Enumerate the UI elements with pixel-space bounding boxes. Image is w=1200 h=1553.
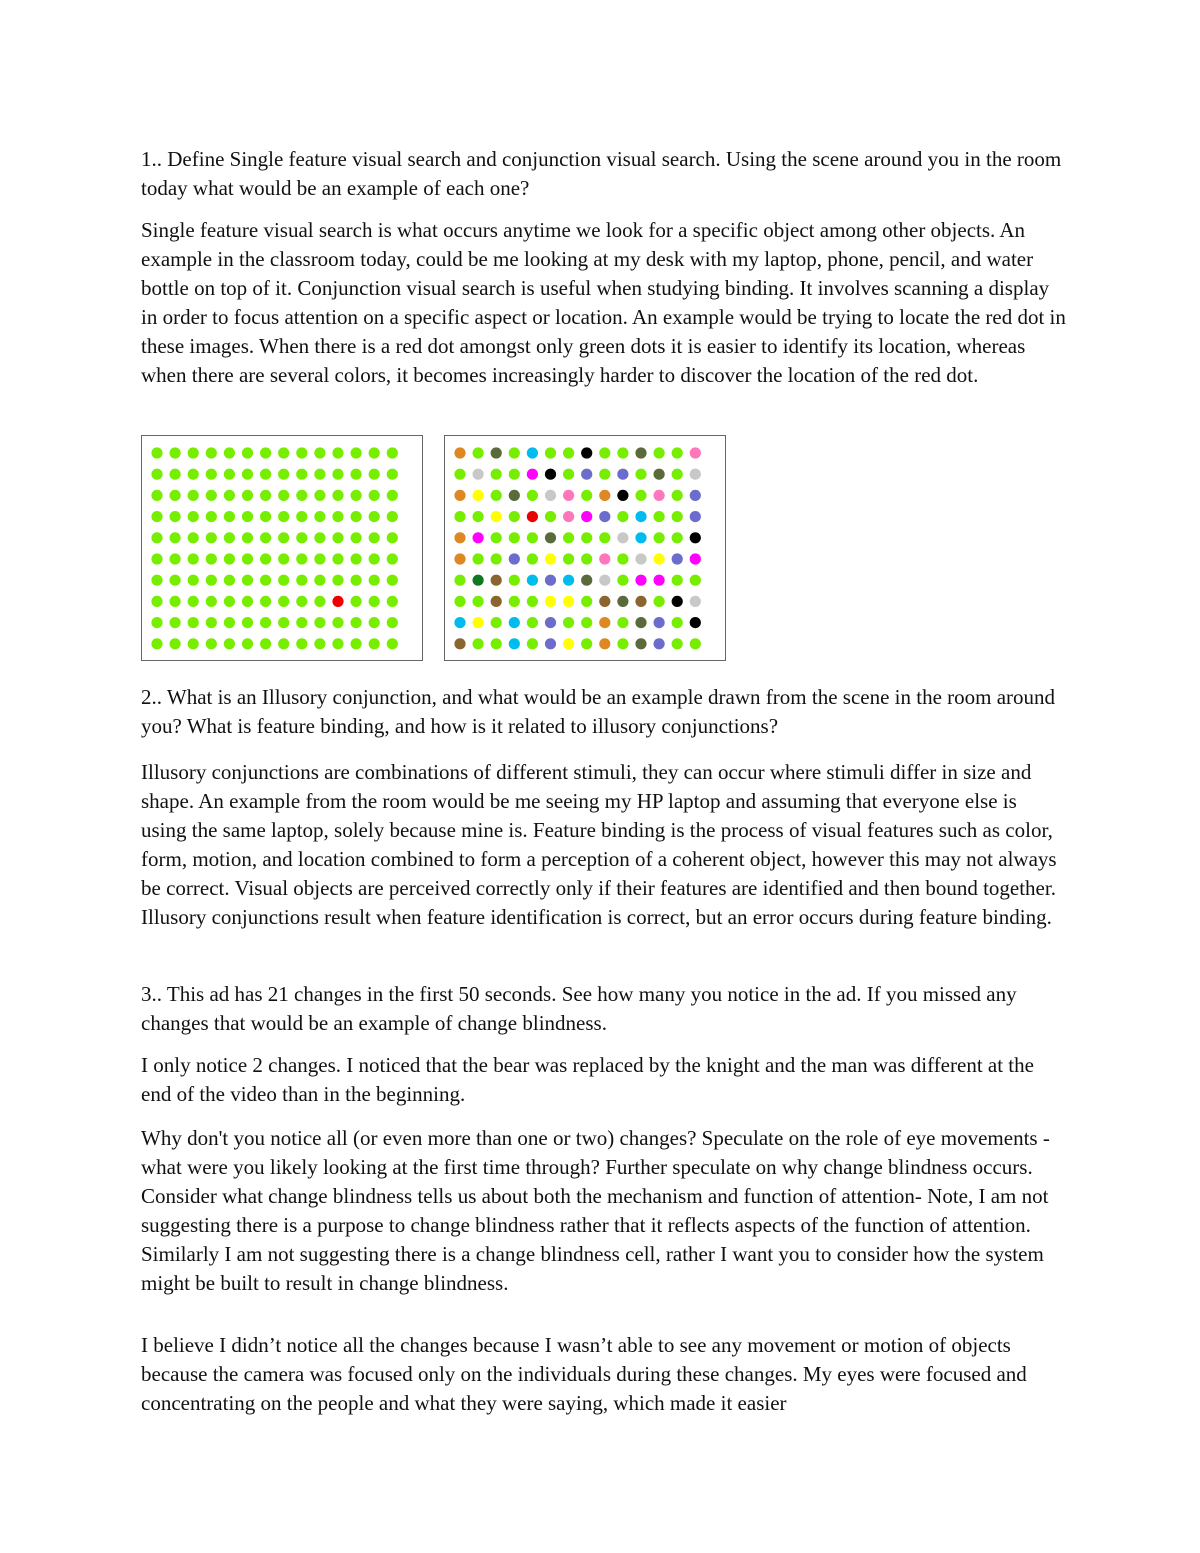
- dot: [332, 575, 343, 586]
- dot: [527, 490, 538, 501]
- dot: [151, 469, 162, 480]
- dot: [454, 553, 465, 564]
- dot: [473, 511, 484, 522]
- dot: [351, 553, 362, 564]
- dot: [206, 532, 217, 543]
- dot: [151, 532, 162, 543]
- dot: [170, 532, 181, 543]
- dot: [224, 553, 235, 564]
- dot: [260, 638, 271, 649]
- dot: [332, 617, 343, 628]
- dot: [491, 617, 502, 628]
- dot: [188, 553, 199, 564]
- dot: [351, 532, 362, 543]
- dot: [617, 553, 628, 564]
- dot: [224, 638, 235, 649]
- dot: [351, 469, 362, 480]
- dot: [278, 596, 289, 607]
- dot: [188, 596, 199, 607]
- dot: [563, 511, 574, 522]
- dot: [242, 532, 253, 543]
- dot: [509, 511, 520, 522]
- dot: [654, 617, 665, 628]
- dot: [509, 490, 520, 501]
- dot: [296, 596, 307, 607]
- dot: [332, 532, 343, 543]
- dot: [672, 469, 683, 480]
- dot: [599, 469, 610, 480]
- dot: [170, 469, 181, 480]
- dot: [351, 617, 362, 628]
- dot: [151, 638, 162, 649]
- dot: [509, 532, 520, 543]
- dot: [278, 553, 289, 564]
- dot: [527, 596, 538, 607]
- dot: [242, 447, 253, 458]
- dot: [260, 532, 271, 543]
- dot: [278, 490, 289, 501]
- dot: [545, 469, 556, 480]
- dot: [387, 575, 398, 586]
- dot: [491, 596, 502, 607]
- dot: [278, 447, 289, 458]
- dot: [314, 575, 325, 586]
- dot: [581, 447, 592, 458]
- dot: [654, 490, 665, 501]
- dot: [599, 490, 610, 501]
- dot: [581, 490, 592, 501]
- dot: [690, 447, 701, 458]
- dot: [672, 532, 683, 543]
- dot: [151, 617, 162, 628]
- dot: [242, 596, 253, 607]
- dot: [151, 553, 162, 564]
- dot: [654, 596, 665, 607]
- dot: [314, 490, 325, 501]
- dot: [527, 617, 538, 628]
- dot: [332, 511, 343, 522]
- dot: [617, 638, 628, 649]
- dot: [278, 469, 289, 480]
- dot: [581, 553, 592, 564]
- dot: [206, 490, 217, 501]
- question-1: 1.. Define Single feature visual search and conjunction visual search. Using the scene around you in the room today what would be an example of each one?: [141, 147, 1062, 200]
- dot: [278, 575, 289, 586]
- dot: [278, 511, 289, 522]
- dot: [509, 617, 520, 628]
- dot: [332, 447, 343, 458]
- dot: [690, 490, 701, 501]
- dot: [527, 447, 538, 458]
- dot: [617, 490, 628, 501]
- dot: [387, 490, 398, 501]
- dot: [527, 575, 538, 586]
- dot: [473, 596, 484, 607]
- dot: [314, 447, 325, 458]
- dot: [242, 575, 253, 586]
- dot: [151, 511, 162, 522]
- dot: [224, 469, 235, 480]
- dot: [617, 447, 628, 458]
- dot: [581, 575, 592, 586]
- dot: [224, 490, 235, 501]
- dot: [170, 596, 181, 607]
- dot: [454, 575, 465, 586]
- dot: [581, 617, 592, 628]
- dot: [242, 511, 253, 522]
- dot: [387, 638, 398, 649]
- dot: [332, 469, 343, 480]
- dot: [654, 469, 665, 480]
- dot: [242, 553, 253, 564]
- dot: [617, 469, 628, 480]
- dot: [242, 490, 253, 501]
- dot: [491, 575, 502, 586]
- dot: [690, 553, 701, 564]
- single-feature-search-figure: [141, 435, 423, 661]
- dot: [170, 447, 181, 458]
- dot: [296, 553, 307, 564]
- dot: [473, 638, 484, 649]
- dot: [563, 575, 574, 586]
- dot: [635, 490, 646, 501]
- dot: [635, 638, 646, 649]
- dot: [242, 469, 253, 480]
- dot: [617, 511, 628, 522]
- dot: [206, 447, 217, 458]
- dot: [654, 575, 665, 586]
- conjunction-search-figure: [444, 435, 726, 661]
- dot: [332, 638, 343, 649]
- dot: [527, 532, 538, 543]
- dot: [635, 511, 646, 522]
- question-3-followup: Why don't you notice all (or even more than one or two) changes? Speculate on the role of eye movements - what were you likely looking at the first time through? Further speculate on why change blindness occurs. Consider what change blindness tells us about both the mechanism and function of attention- Note, I am not suggesting there is a purpose to change blindness rather that it reflects aspects of the function of attention. Similarly I am not suggesting there is a change blindness cell, rather I want you to consider how the system might be built to result in change blindness.: [141, 1126, 1050, 1295]
- dot: [170, 511, 181, 522]
- dot: [242, 638, 253, 649]
- dot: [563, 532, 574, 543]
- dot: [206, 596, 217, 607]
- dot: [545, 447, 556, 458]
- dot: [260, 617, 271, 628]
- dot: [672, 596, 683, 607]
- dot: [296, 447, 307, 458]
- dot: [454, 447, 465, 458]
- dot: [635, 532, 646, 543]
- dot: [563, 596, 574, 607]
- dot: [581, 638, 592, 649]
- dot: [260, 490, 271, 501]
- dot: [454, 511, 465, 522]
- dot: [672, 490, 683, 501]
- dot: [473, 490, 484, 501]
- dot: [563, 617, 574, 628]
- dot: [654, 532, 665, 543]
- dot: [369, 617, 380, 628]
- dot: [599, 447, 610, 458]
- dot: [563, 638, 574, 649]
- dot: [314, 638, 325, 649]
- dot: [599, 575, 610, 586]
- dot: [599, 532, 610, 543]
- single-feature-dot-grid: [142, 436, 422, 660]
- dot: [260, 575, 271, 586]
- question-2: 2.. What is an Illusory conjunction, and what would be an example drawn from the scene in the room around you? What is feature binding, and how is it related to illusory conjunctions?: [141, 685, 1056, 738]
- dot: [545, 617, 556, 628]
- answer-2: Illusory conjunctions are combinations of different stimuli, they can occur where stimuli differ in size and shape. An example from the room would be me seeing my HP laptop and assuming that everyone else is using the same laptop, solely because mine is. Feature binding is the process of visual features such as color, form, motion, and location combined to form a perception of a coherent object, however this may not always be correct. Visual objects are perceived correctly only if their features are identified and then bound together. Illusory conjunctions result when feature identification is correct, but an error occurs during feature binding.: [141, 760, 1057, 929]
- dot: [509, 553, 520, 564]
- dot: [224, 617, 235, 628]
- dot: [260, 469, 271, 480]
- dot: [454, 638, 465, 649]
- dot: [188, 638, 199, 649]
- dot: [454, 490, 465, 501]
- dot: [296, 532, 307, 543]
- dot: [296, 638, 307, 649]
- dot: [387, 511, 398, 522]
- dot: [369, 553, 380, 564]
- dot: [224, 575, 235, 586]
- dot: [170, 617, 181, 628]
- dot: [296, 511, 307, 522]
- dot: [387, 469, 398, 480]
- dot: [690, 617, 701, 628]
- dot: [224, 596, 235, 607]
- dot: [509, 575, 520, 586]
- dot: [188, 575, 199, 586]
- dot: [617, 617, 628, 628]
- dot: [491, 469, 502, 480]
- dot: [170, 575, 181, 586]
- dot: [509, 469, 520, 480]
- dot: [545, 596, 556, 607]
- dot: [188, 469, 199, 480]
- dot: [654, 511, 665, 522]
- dot: [473, 469, 484, 480]
- dot: [672, 617, 683, 628]
- dot: [260, 596, 271, 607]
- dot: [260, 447, 271, 458]
- dot: [654, 553, 665, 564]
- dot: [491, 447, 502, 458]
- dot: [473, 447, 484, 458]
- dot: [581, 596, 592, 607]
- dot: [206, 553, 217, 564]
- dot: [454, 596, 465, 607]
- dot: [314, 469, 325, 480]
- dot: [563, 553, 574, 564]
- dot: [188, 617, 199, 628]
- dot: [491, 532, 502, 543]
- dot: [188, 490, 199, 501]
- dot: [599, 511, 610, 522]
- dot: [690, 638, 701, 649]
- dot: [491, 553, 502, 564]
- dot: [296, 490, 307, 501]
- dot: [545, 511, 556, 522]
- dot: [278, 532, 289, 543]
- dot: [170, 490, 181, 501]
- dot: [387, 596, 398, 607]
- dot: [617, 532, 628, 543]
- dot: [635, 575, 646, 586]
- dot: [563, 447, 574, 458]
- question-3: 3.. This ad has 21 changes in the first 50 seconds. See how many you notice in the ad. If you missed any changes that would be an example of change blindness.: [141, 982, 1017, 1035]
- dot: [473, 575, 484, 586]
- dot: [369, 511, 380, 522]
- dot: [545, 575, 556, 586]
- dot: [206, 469, 217, 480]
- dot: [224, 447, 235, 458]
- dot: [635, 596, 646, 607]
- dot: [332, 553, 343, 564]
- dot: [690, 575, 701, 586]
- dot: [151, 490, 162, 501]
- dot: [314, 511, 325, 522]
- dot: [635, 553, 646, 564]
- dot: [314, 617, 325, 628]
- dot: [563, 469, 574, 480]
- dot: [260, 511, 271, 522]
- dot: [473, 532, 484, 543]
- dot: [509, 638, 520, 649]
- dot: [314, 553, 325, 564]
- conjunction-dot-grid: [445, 436, 725, 660]
- dot: [351, 490, 362, 501]
- dot: [599, 553, 610, 564]
- dot: [654, 447, 665, 458]
- dot: [224, 532, 235, 543]
- dot: [369, 447, 380, 458]
- dot: [351, 511, 362, 522]
- dot: [387, 447, 398, 458]
- dot: [527, 553, 538, 564]
- dot: [351, 596, 362, 607]
- dot: [617, 575, 628, 586]
- dot: [690, 511, 701, 522]
- dot: [369, 575, 380, 586]
- dot: [491, 511, 502, 522]
- dot: [672, 511, 683, 522]
- dot: [690, 469, 701, 480]
- dot: [188, 511, 199, 522]
- dot: [635, 447, 646, 458]
- dot: [260, 553, 271, 564]
- dot: [473, 617, 484, 628]
- dot: [369, 490, 380, 501]
- dot: [369, 596, 380, 607]
- dot: [332, 596, 343, 607]
- dot: [351, 447, 362, 458]
- dot: [690, 532, 701, 543]
- dot: [491, 490, 502, 501]
- dot: [599, 617, 610, 628]
- dot: [387, 617, 398, 628]
- dot: [509, 447, 520, 458]
- dot: [369, 532, 380, 543]
- dot: [635, 469, 646, 480]
- dot: [581, 469, 592, 480]
- dot: [527, 469, 538, 480]
- dot: [206, 575, 217, 586]
- dot: [672, 553, 683, 564]
- dot: [563, 490, 574, 501]
- answer-3: I only notice 2 changes. I noticed that the bear was replaced by the knight and the man was different at the end of the video than in the beginning.: [141, 1053, 1034, 1106]
- dot: [454, 469, 465, 480]
- dot: [509, 596, 520, 607]
- dot: [454, 617, 465, 628]
- dot: [351, 575, 362, 586]
- dot: [351, 638, 362, 649]
- dot: [369, 638, 380, 649]
- dot: [332, 490, 343, 501]
- dot: [151, 596, 162, 607]
- dot: [278, 638, 289, 649]
- dot: [599, 638, 610, 649]
- dot: [206, 617, 217, 628]
- dot: [454, 532, 465, 543]
- dot: [545, 490, 556, 501]
- dot: [170, 638, 181, 649]
- dot: [599, 596, 610, 607]
- dot: [278, 617, 289, 628]
- dot: [473, 553, 484, 564]
- dot: [151, 575, 162, 586]
- dot: [206, 511, 217, 522]
- dot: [527, 511, 538, 522]
- dot: [545, 638, 556, 649]
- dot: [617, 596, 628, 607]
- dot: [188, 447, 199, 458]
- dot: [242, 617, 253, 628]
- dot: [296, 617, 307, 628]
- dot: [206, 638, 217, 649]
- dot: [314, 532, 325, 543]
- dot: [545, 532, 556, 543]
- answer-3-followup: I believe I didn’t notice all the changes because I wasn’t able to see any movement or motion of objects because the camera was focused only on the individuals during these changes. My eyes were focused and concentrating on the people and what they were saying, which made it easier: [141, 1333, 1027, 1415]
- dot: [690, 596, 701, 607]
- dot: [170, 553, 181, 564]
- dot: [635, 617, 646, 628]
- dot: [581, 511, 592, 522]
- dot: [387, 553, 398, 564]
- dot: [672, 447, 683, 458]
- dot: [527, 638, 538, 649]
- dot: [151, 447, 162, 458]
- dot: [188, 532, 199, 543]
- dot: [491, 638, 502, 649]
- dot: [369, 469, 380, 480]
- dot: [296, 469, 307, 480]
- dot: [654, 638, 665, 649]
- dot: [224, 511, 235, 522]
- dot: [581, 532, 592, 543]
- dot: [296, 575, 307, 586]
- dot: [314, 596, 325, 607]
- answer-1: Single feature visual search is what occurs anytime we look for a specific object among other objects. An example in the classroom today, could be me looking at my desk with my laptop, phone, pencil, and water bottle on top of it. Conjunction visual search is useful when studying binding. It involves scanning a display in order to focus attention on a specific aspect or location. An example would be trying to locate the red dot in these images. When there is a red dot amongst only green dots it is easier to identify its location, whereas when there are several colors, it becomes increasingly harder to discover the location of the red dot.: [141, 218, 1066, 387]
- dot: [672, 638, 683, 649]
- dot: [387, 532, 398, 543]
- dot: [672, 575, 683, 586]
- dot: [545, 553, 556, 564]
